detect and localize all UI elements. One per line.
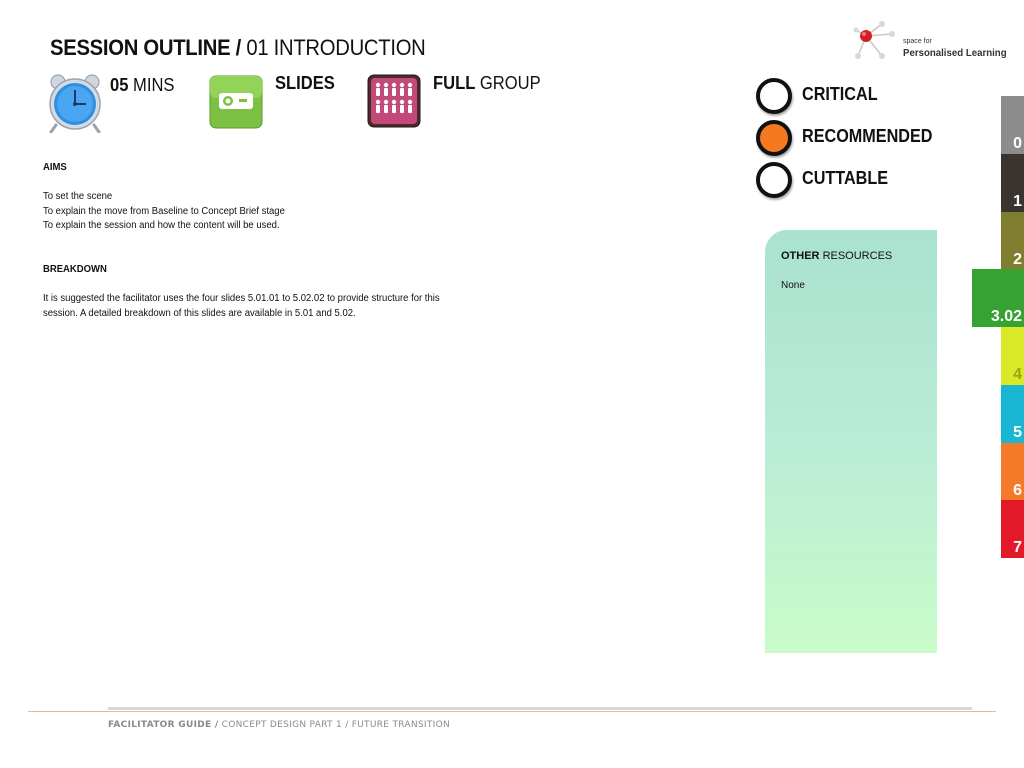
aim-item: To explain the session and how the content will be used. bbox=[43, 220, 280, 232]
resources-value: None bbox=[781, 280, 805, 291]
footer-bold: FACILITATOR GUIDE / bbox=[108, 720, 219, 730]
group-unit: GROUP bbox=[479, 73, 541, 93]
footer-text bbox=[108, 720, 450, 730]
tab-0[interactable] bbox=[1001, 96, 1024, 154]
breakdown-text: It is suggested the facilitator uses the four slides 5.01.01 to 5.02.02 to provide structure for this bbox=[43, 293, 440, 305]
tab-label: 4 bbox=[1013, 366, 1022, 383]
tab-4[interactable] bbox=[1001, 327, 1024, 385]
logo-line-1: space for bbox=[903, 38, 932, 45]
resources-title-bold: OTHER bbox=[781, 250, 820, 262]
tab-label: 2 bbox=[1013, 251, 1022, 268]
tab-label: 1 bbox=[1013, 193, 1022, 210]
legend-label: CUTTABLE bbox=[802, 168, 889, 188]
title-rest: 01 INTRODUCTION bbox=[246, 35, 426, 60]
group-value: FULL bbox=[433, 73, 476, 93]
cuttable-circle-icon bbox=[756, 162, 792, 198]
aim-item: To explain the move from Baseline to Concept Brief stage bbox=[43, 205, 285, 217]
other-resources-panel bbox=[765, 230, 937, 653]
session-content bbox=[43, 161, 461, 322]
resources-title-rest: RESOURCES bbox=[822, 250, 893, 262]
tab-label: 0 bbox=[1013, 135, 1022, 152]
logo-line-2: Personalised Learning bbox=[903, 47, 1007, 59]
tab-label: 3.02 bbox=[990, 308, 1022, 325]
recommended-circle-icon bbox=[756, 120, 792, 156]
logo bbox=[852, 20, 1007, 65]
footer-rule bbox=[28, 711, 996, 712]
time-value: 05 bbox=[110, 75, 129, 95]
aim-item: To set the scene bbox=[43, 191, 113, 203]
page-title bbox=[50, 35, 426, 61]
tab-label: 7 bbox=[1013, 539, 1022, 556]
tab-label: 6 bbox=[1013, 482, 1022, 499]
time-unit: MINS bbox=[133, 75, 175, 95]
time-label bbox=[110, 75, 174, 96]
resources-title bbox=[781, 250, 892, 262]
tab-6[interactable] bbox=[1001, 443, 1024, 501]
resource-label bbox=[275, 73, 335, 94]
tab-3-02-active[interactable] bbox=[972, 269, 1024, 327]
legend-label: CRITICAL bbox=[802, 84, 878, 104]
resource-value: SLIDES bbox=[275, 73, 335, 93]
alarm-clock-icon bbox=[46, 73, 102, 131]
title-bold: SESSION OUTLINE / bbox=[50, 35, 242, 60]
tab-label: 5 bbox=[1013, 424, 1022, 441]
logo-mark-icon bbox=[852, 20, 902, 65]
legend-label: RECOMMENDED bbox=[802, 126, 933, 146]
footer-divider bbox=[108, 707, 972, 710]
tab-7[interactable] bbox=[1001, 500, 1024, 558]
group-people-icon bbox=[367, 74, 423, 132]
breakdown-heading: BREAKDOWN bbox=[43, 264, 107, 276]
tab-1[interactable] bbox=[1001, 154, 1024, 212]
tab-5[interactable] bbox=[1001, 385, 1024, 443]
group-label bbox=[433, 73, 541, 94]
projector-icon bbox=[209, 75, 265, 133]
aims-heading: AIMS bbox=[43, 162, 67, 173]
critical-circle-icon bbox=[756, 78, 792, 114]
breakdown-text: session. A detailed breakdown of this slides are available in 5.01 and 5.02. bbox=[43, 307, 356, 319]
tab-2[interactable] bbox=[1001, 212, 1024, 270]
footer-rest: CONCEPT DESIGN PART 1 / FUTURE TRANSITION bbox=[221, 720, 451, 730]
